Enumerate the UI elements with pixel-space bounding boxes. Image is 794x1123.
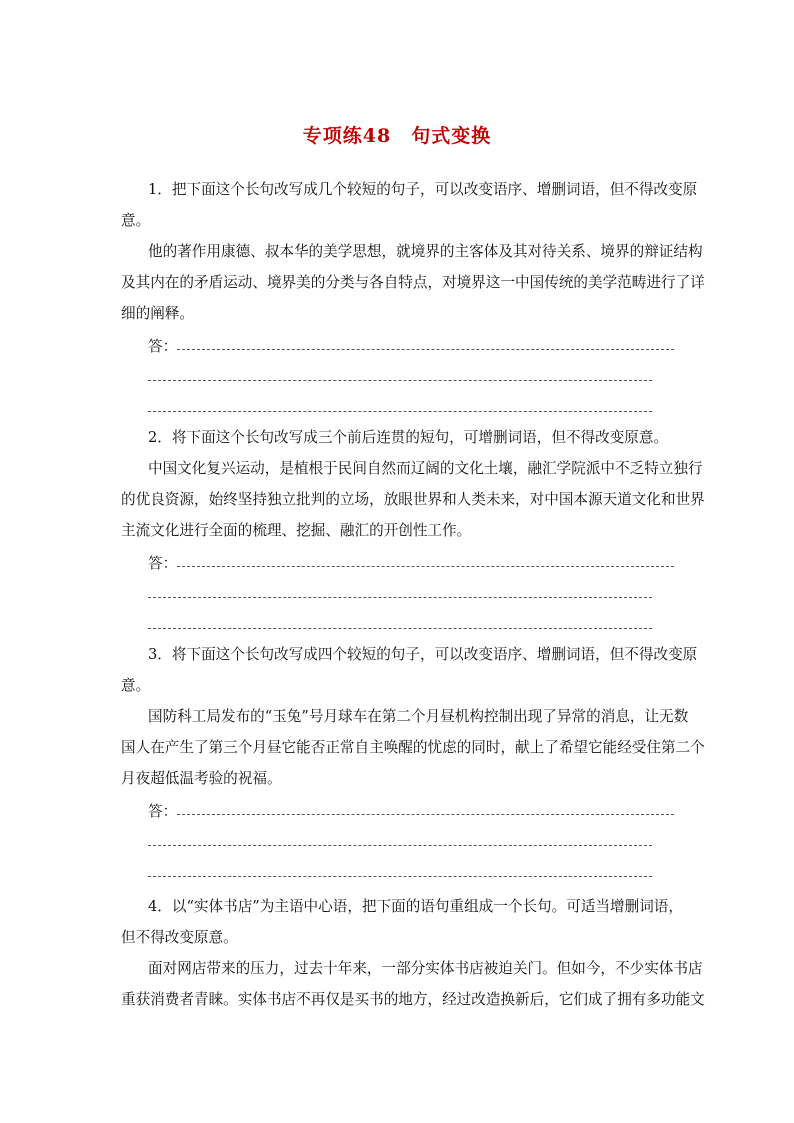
answer-line[interactable] <box>177 566 674 567</box>
answer-line[interactable] <box>177 814 674 815</box>
answer-line[interactable] <box>177 349 674 350</box>
question-3-passage-line: 国人在产生了第三个月昼它能否正常自主唤醒的忧虑的同时，献上了希望它能经受住第二个 <box>121 739 705 756</box>
answer-line[interactable] <box>148 628 652 629</box>
answer-line[interactable] <box>148 411 652 412</box>
question-1-text: 1．把下面这个长句改写成几个较短的句子，可以改变语序、增删词语，但不得改变原 <box>148 181 698 198</box>
question-1-passage-line: 他的著作用康德、叔本华的美学思想，就境界的主客体及其对待关系、境界的辩证结构 <box>148 243 703 260</box>
question-1-passage-line: 细的阐释。 <box>121 305 194 322</box>
answer-label: 答： <box>148 555 178 572</box>
question-2-passage-line: 的优良资源，始终坚持独立批判的立场，放眼世界和人类未来，对中国本源天道文化和世界 <box>121 491 705 508</box>
question-4-passage-line: 面对网店带来的压力，过去十年来，一部分实体书店被迫关门。但如今，不少实体书店 <box>148 960 703 977</box>
answer-line[interactable] <box>148 876 652 877</box>
answer-line[interactable] <box>148 597 652 598</box>
question-4-passage-line: 重获消费者青睐。实体书店不再仅是买书的地方，经过改造换新后，它们成了拥有多功能文 <box>121 991 705 1008</box>
question-4-text-cont: 但不得改变原意。 <box>121 929 238 946</box>
question-3-text: 3．将下面这个长句改写成四个较短的句子，可以改变语序、增删词语，但不得改变原 <box>148 646 698 663</box>
question-1-text-cont: 意。 <box>121 212 151 229</box>
question-3-text-cont: 意。 <box>121 677 151 694</box>
answer-label: 答： <box>148 338 178 355</box>
question-3-passage-line: 月夜超低温考验的祝福。 <box>121 770 282 787</box>
question-2-passage-line: 主流文化进行全面的梳理、挖掘、融汇的开创性工作。 <box>121 522 472 539</box>
answer-label: 答： <box>148 803 178 820</box>
answer-line[interactable] <box>148 845 652 846</box>
question-1-passage-line: 及其内在的矛盾运动、境界美的分类与各自特点，对境界这一中国传统的美学范畴进行了详 <box>121 274 705 291</box>
question-4-text: 4．以“实体书店”为主语中心语，把下面的语句重组成一个长句。可适当增删词语， <box>148 898 683 915</box>
question-3-passage-line: 国防科工局发布的“玉兔”号月球车在第二个月昼机构控制出现了异常的消息，让无数 <box>148 708 689 725</box>
question-2-passage-line: 中国文化复兴运动，是植根于民间自然而辽阔的文化土壤，融汇学院派中不乏特立独行 <box>148 460 703 477</box>
question-2-text: 2．将下面这个长句改写成三个前后连贯的短句，可增删词语，但不得改变原意。 <box>148 429 669 446</box>
page-title: 专项练48 句式变换 <box>302 125 492 147</box>
answer-line[interactable] <box>148 380 652 381</box>
